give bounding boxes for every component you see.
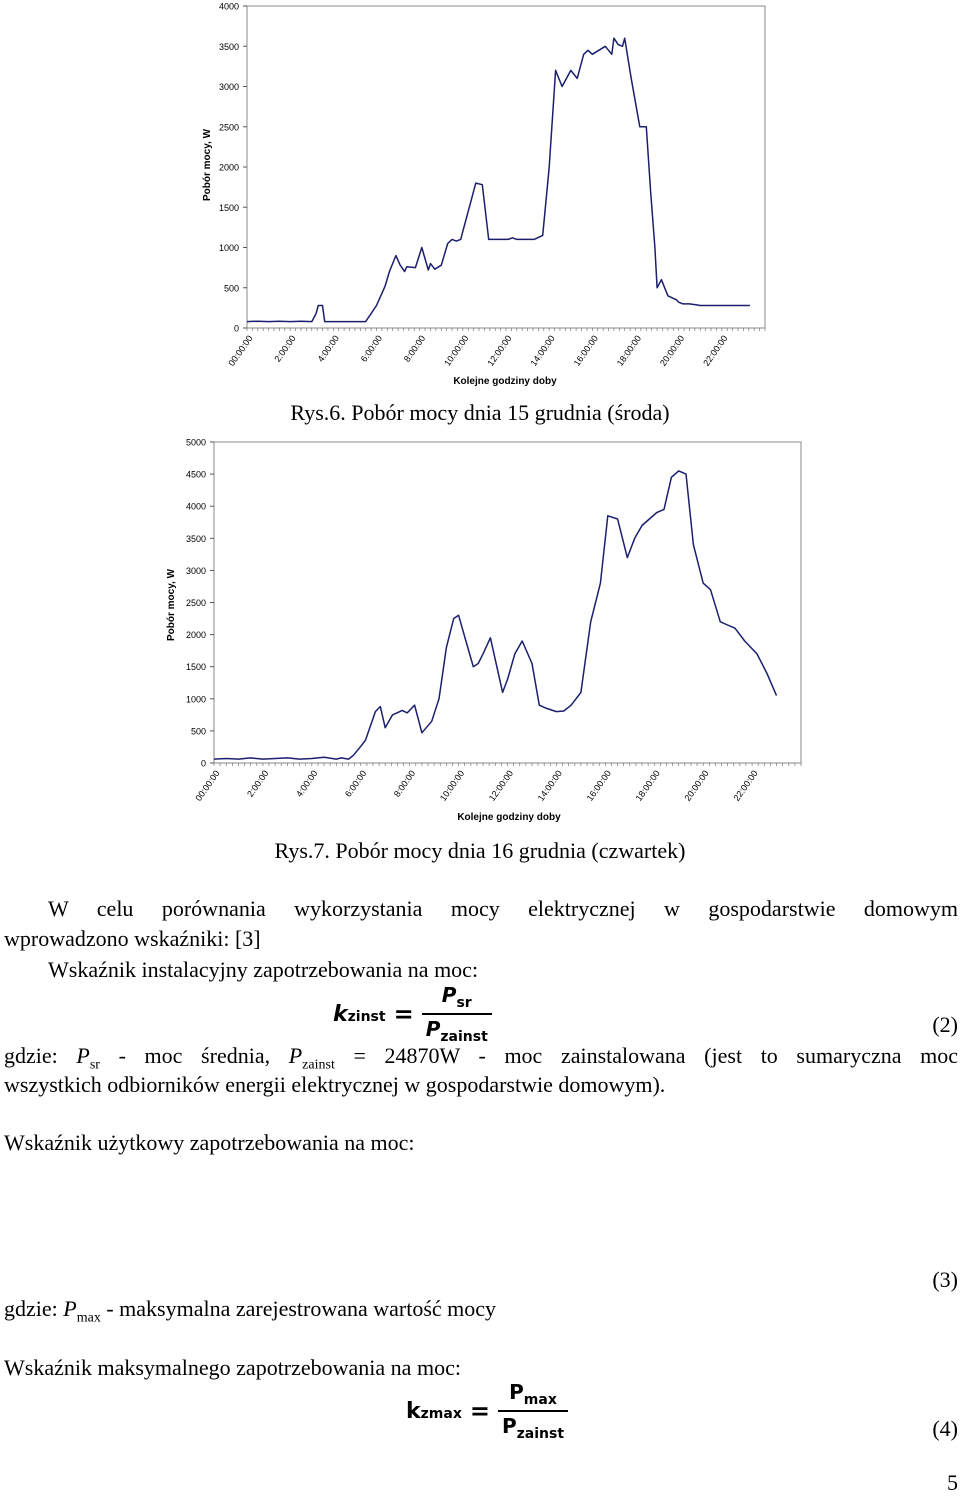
text-moc-zainstalowana: = 24870W - moc zainstalowana (jest to sumaryczna moc [334,1043,958,1068]
symbol-sub-sr: sr [89,1057,100,1073]
formula2-equals: = [469,1397,490,1425]
chart1-xtick-label-3: 6:00:00 [358,333,385,364]
chart2-xtick-label-2: 4:00:00 [294,768,320,799]
paragraph-intro-line2: wprowadzono wskaźniki: [3] [4,926,261,951]
chart1-ylabel: Pobór mocy, W [202,128,213,202]
text-moc-srednia: - moc średnia, [99,1043,289,1068]
formula2-k: k [406,1398,421,1424]
chart2-xtick-label-11: 22:00:00 [731,768,760,803]
symbol-sub-zainst: zainst [302,1057,335,1073]
chart1-plot-area [247,6,765,328]
chart1-xtick-label-7: 14:00:00 [528,333,557,368]
chart2-ytick-label-3: 1500 [185,662,206,673]
chart1-ytick-label-6: 3000 [218,82,239,92]
equation-number-2: (2) [932,1012,958,1037]
chart2-xtick-label-7: 14:00:00 [535,768,565,803]
paragraph-gdzie-line2: wszystkich odbiorników energii elektrycznej w gospodarstwie domowym). [4,1072,666,1097]
chart1-ytick-label-2: 1000 [218,243,239,253]
chart2-ytick-label-0: 0 [200,758,206,769]
equation-number-4: (4) [932,1416,958,1441]
chart1-xtick-label-10: 20:00:00 [658,333,687,368]
chart1-ytick-label-5: 2500 [218,122,239,133]
text-max-value: - maksymalna zarejestrowana wartość mocy [100,1296,497,1321]
chart1-xtick-label-6: 12:00:00 [485,333,514,368]
chart1-ytick-label-7: 3500 [218,41,239,52]
chart2-xtick-label-3: 6:00:00 [342,768,369,799]
formula-denominator-p: P [425,1017,441,1041]
formula2-k-subscript: zmax [420,1405,462,1422]
formula-numerator-sub: sr [456,995,472,1011]
chart1-xtick-label-2: 4:00:00 [315,333,341,364]
formula2-numerator-sub: max [523,1392,557,1408]
chart2-ytick-label-6: 3000 [185,565,206,576]
formula2-denominator-sub: zainst [516,1426,565,1442]
chart1-ytick-label-3: 1500 [218,202,239,213]
chart2-xtick-label-4: 8:00:00 [391,768,418,799]
chart2-xtick-label-9: 18:00:00 [633,768,662,803]
chart1-xtick-label-1: 2:00:00 [272,333,298,364]
chart1-ytick-label-4: 2000 [218,162,239,173]
chart2-ytick-label-1: 500 [190,726,206,737]
chart1-ytick-label-8: 4000 [218,1,239,12]
chart2-xlabel: Kolejne godziny doby [457,812,561,823]
chart2-ytick-label-2: 1000 [185,694,206,705]
chart2-xtick-label-10: 20:00:00 [682,768,711,803]
chart1-xtick-label-9: 18:00:00 [614,333,644,368]
chart2-xtick-label-1: 2:00:00 [245,768,271,799]
chart1-xtick-label-5: 10:00:00 [442,333,471,368]
chart2-ytick-label-9: 4500 [185,469,206,480]
chart2-ytick-label-4: 2000 [185,630,206,641]
symbol-p: P [76,1043,90,1068]
chart2-ytick-label-7: 3500 [185,533,206,544]
figure-caption-rys6: Rys.6. Pobór mocy dnia 15 grudnia (środa) [290,400,670,425]
chart2-plot-area [214,442,801,763]
formula2-numerator-p: P [509,1380,524,1404]
symbol-p-max: P [63,1296,77,1321]
chart-rys6 [0,0,960,395]
chart1-ytick-label-1: 500 [223,283,239,294]
formula-k-subscript: zinst [347,1008,386,1025]
paragraph-intro-line1: W celu porównania wykorzystania mocy elektrycznej w gospodarstwie domowym [48,896,958,921]
formula-numerator-p: P [441,983,457,1007]
chart1-xtick-label-0: 00:00:00 [226,333,255,368]
chart2-ytick-label-5: 2500 [185,598,206,608]
chart1-xlabel: Kolejne godziny doby [453,376,557,387]
formula-equals: = [393,1000,414,1028]
symbol-sub-max: max [76,1310,101,1326]
paragraph-kzu-intro: Wskaźnik użytkowy zapotrzebowania na moc: [4,1130,415,1155]
paragraph-kzmax-intro: Wskaźnik maksymalnego zapotrzebowania na moc: [4,1355,461,1380]
page-number: 5 [947,1470,958,1495]
formula-kzinst [333,983,492,1045]
equation-number-3: (3) [932,1267,958,1292]
chart1-xtick-label-4: 8:00:00 [401,333,428,364]
chart1-xtick-label-8: 16:00:00 [571,333,600,368]
paragraph-kzinst-intro: Wskaźnik instalacyjny zapotrzebowania na moc: [48,957,479,982]
chart1-ytick-label-0: 0 [233,323,239,334]
chart2-xtick-label-8: 16:00:00 [584,768,613,803]
chart2-xtick-label-0: 00:00:00 [193,768,222,803]
chart2-ytick-label-10: 5000 [185,437,206,448]
chart2-ytick-label-8: 4000 [185,501,206,512]
figure-caption-rys7: Rys.7. Pobór mocy dnia 16 grudnia (czwartek) [274,838,686,863]
formula-kzmax [406,1380,568,1442]
text-gdzie-2: gdzie: [4,1296,64,1321]
chart-rys7 [0,430,960,840]
symbol-p-zainst: P [288,1043,303,1068]
chart2-xtick-label-5: 10:00:00 [437,768,467,803]
formula-k: k [333,1001,348,1027]
chart1-xtick-label-11: 22:00:00 [701,333,730,368]
paragraph-gdzie-pmax [4,1293,958,1334]
formula-denominator-sub: zainst [440,1029,488,1045]
chart2-xtick-label-6: 12:00:00 [486,768,516,803]
chart2-ylabel: Pobór mocy, W [166,568,177,642]
text-gdzie: gdzie: [4,1043,77,1068]
formula2-denominator-p: P [501,1414,517,1438]
